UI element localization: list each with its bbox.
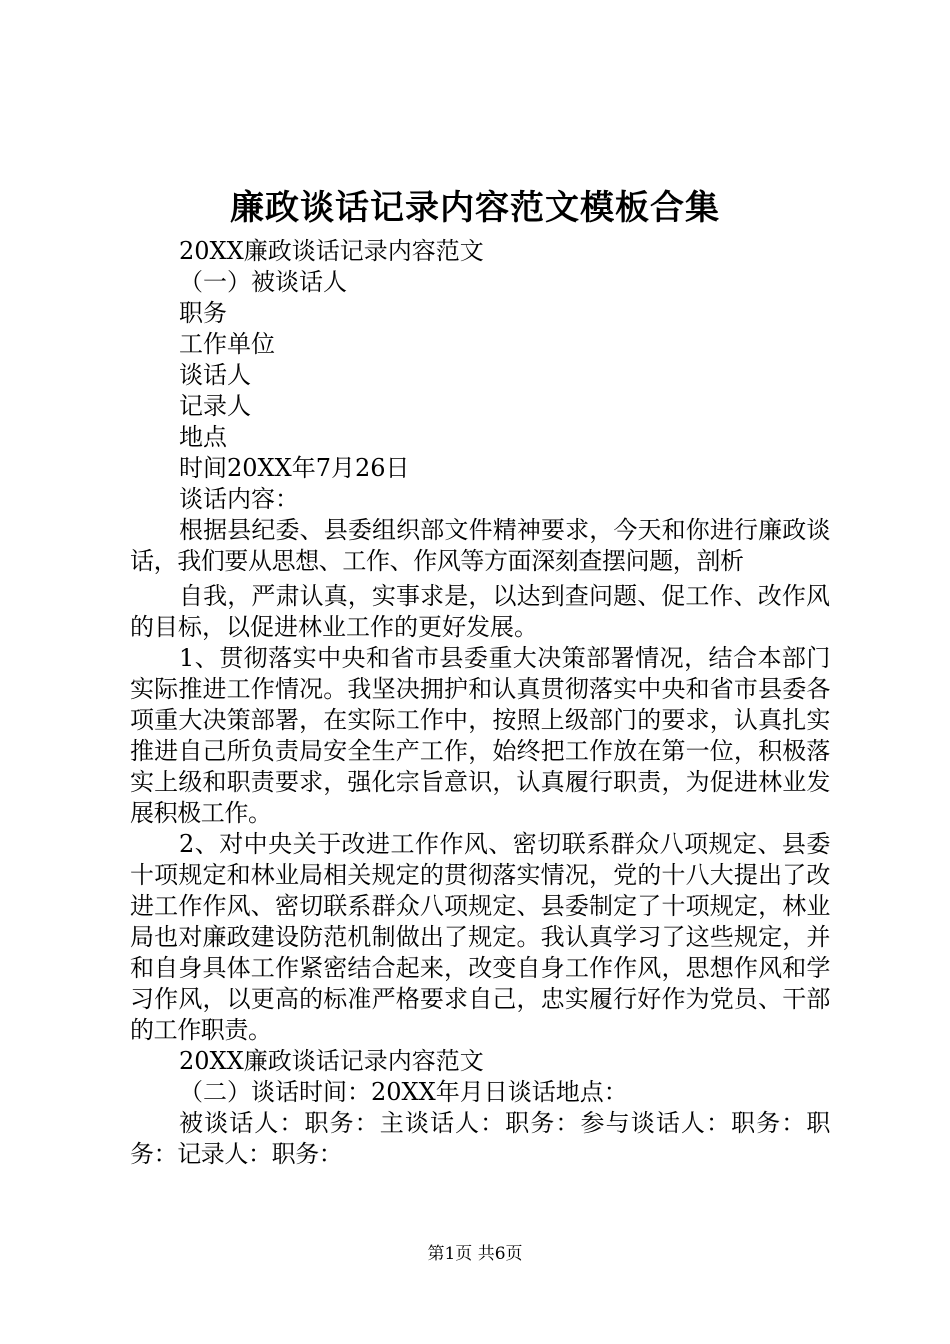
paragraph: 2、对中央关于改进工作作风、密切联系群众八项规定、县委十项规定和林业局相关规定的贯彻落实情况，党的十八大提出了改进工作作风、密切联系群众八项规定、县委制定了十项规定，林业局也对廉政建设防范机制做出了规定。我认真学习了这些规定，并和自身具体工作紧密结合起来，改变自身工作作风，思想作风和学习作风，以更高的标准严格要求自己，忠实履行好作为党员、干部的工作职责。 xyxy=(130,830,830,1044)
paragraph: 被谈话人：职务：主谈话人：职务：参与谈话人：职务：职务：记录人：职务： xyxy=(130,1109,830,1168)
field-unit: 工作单位 xyxy=(179,330,275,358)
paragraph: 自我，严肃认真，实事求是，以达到查问题、促工作、改作风的目标，以促进林业工作的更好发展。 xyxy=(130,582,830,641)
field-position: 职务 xyxy=(179,299,227,327)
paragraph: 1、贯彻落实中央和省市县委重大决策部署情况，结合本部门实际推进工作情况。我坚决拥护和认真贯彻落实中央和省市县委各项重大决策部署，在实际工作中，按照上级部门的要求，认真扎实推进自己所负责局安全生产工作，始终把工作放在第一位，积极落实上级和职责要求，强化宗旨意识，认真履行职责，为促进林业发展积极工作。 xyxy=(130,644,830,827)
subtitle-line: 20XX廉政谈话记录内容范文 xyxy=(179,1047,484,1075)
section-heading: （一）被谈话人 xyxy=(179,268,347,296)
document-body xyxy=(130,236,830,1170)
paragraph: 根据县纪委、县委组织部文件精神要求，今天和你进行廉政谈话，我们要从思想、工作、作风等方面深刻查摆问题，剖析 xyxy=(130,516,830,575)
field-recorder: 记录人 xyxy=(179,392,251,420)
subtitle-line: 20XX廉政谈话记录内容范文 xyxy=(179,237,484,265)
document-title: 廉政谈话记录内容范文模板合集 xyxy=(230,188,720,228)
field-interviewer: 谈话人 xyxy=(179,361,251,389)
field-place: 地点 xyxy=(179,423,227,451)
page-number-footer: 第1页 共6页 xyxy=(427,1244,523,1264)
field-time: 时间20XX年7月26日 xyxy=(179,454,410,482)
section-heading: （二）谈话时间：20XX年月日谈话地点： xyxy=(179,1078,628,1106)
field-content-label: 谈话内容： xyxy=(179,485,299,513)
